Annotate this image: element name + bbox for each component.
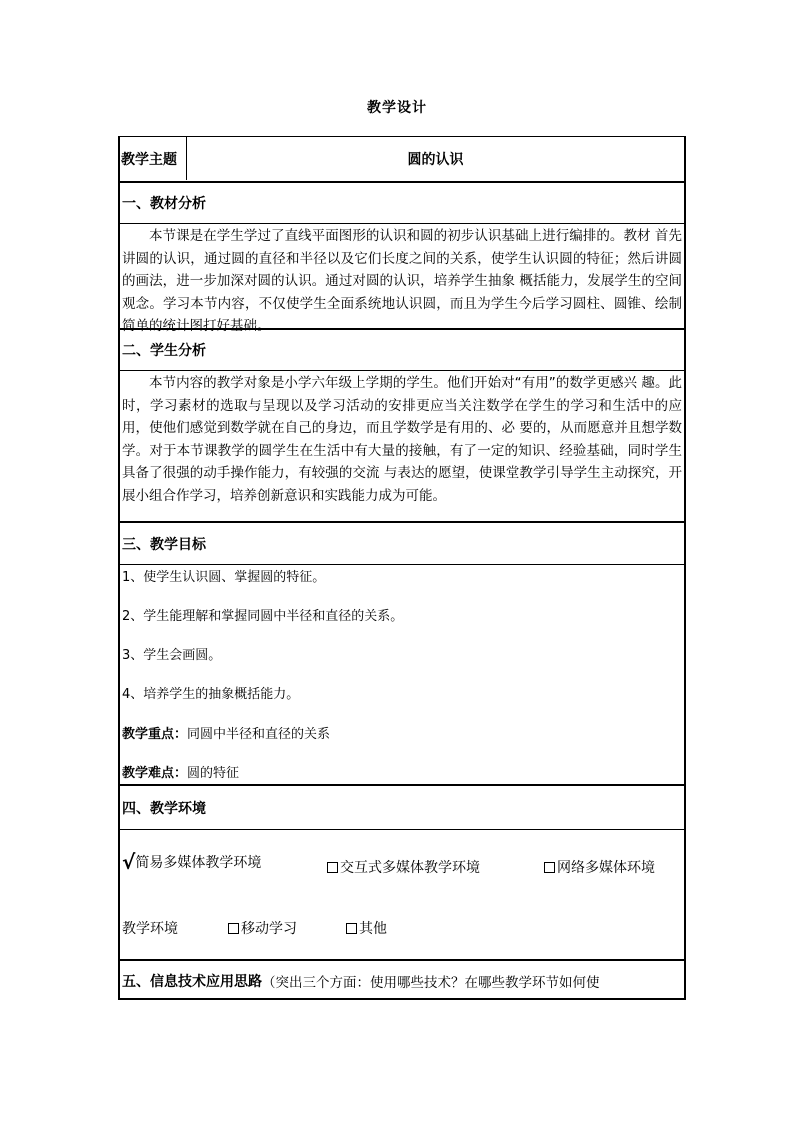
lesson-plan-table: [118, 136, 686, 1000]
goal-item: 2、学生能理解和掌握同圆中半径和直径的关系。: [122, 609, 404, 624]
section-heading: 三、教学目标: [122, 536, 206, 553]
goal-item: 4、培养学生的抽象概括能力。: [122, 687, 300, 702]
topic-value: 圆的认识: [407, 151, 464, 168]
env-option-mobile: 移动学习: [241, 921, 297, 937]
env-options-line-1: [120, 852, 261, 873]
topic-value-cell: [187, 137, 684, 180]
topic-label-cell: [120, 137, 187, 180]
checkbox-icon[interactable]: [346, 923, 357, 934]
section-teaching-goals-body: [120, 564, 684, 784]
check-mark-icon[interactable]: √: [122, 850, 136, 874]
goal-item: 1、使学生认识圆、掌握圆的特征。: [122, 570, 326, 585]
teaching-material-text: 本节课是在学生学过了直线平面图形的认识和圆的初步认识基础上进行编排的。教材 首先讲圆的认识，通过圆的直径和半径以及它们长度之间的关系，使学生认识圆的特征；然后讲圆的画法，进一步加深对圆的认识。通过对圆的认识，培养学生抽象 概括能力，发展学生的空间观念。学习本节内容，不仅使学生全面系统地认识圆，而且为学生今后学习圆柱、圆锥、绘制简单的统计图打好基础。: [122, 228, 682, 334]
env-option-interactive: 交互式多媒体教学环境: [340, 860, 480, 876]
key-point-line: [120, 725, 330, 745]
difficulty-text: 圆的特征: [187, 766, 240, 781]
section-student-analysis-body: [120, 370, 684, 521]
env-option-interactive-wrap[interactable]: [325, 858, 480, 878]
topic-label: 教学主题: [121, 151, 177, 168]
section-teaching-goals-header: [120, 521, 684, 564]
checkbox-icon[interactable]: [228, 923, 239, 934]
env-option-network-wrap[interactable]: [542, 858, 655, 878]
difficulty-line: [120, 764, 239, 784]
env-option-other: 其他: [359, 921, 387, 937]
key-point-text: 同圆中半径和直径的关系: [187, 727, 331, 742]
env-option-other-wrap[interactable]: [344, 919, 387, 939]
section-teaching-env-body: [120, 829, 684, 959]
env-option-teaching-env: 教学环境: [122, 921, 178, 937]
difficulty-label: 教学难点：: [122, 766, 188, 781]
env-option-simple: 简易多媒体教学环境: [135, 855, 262, 871]
section-heading: 五、信息技术应用思路: [122, 974, 262, 990]
section-student-analysis-header: [120, 328, 684, 370]
section-heading: 二、学生分析: [122, 343, 206, 359]
section-heading: 一、教材分析: [122, 196, 206, 212]
document-title: 教学设计: [367, 100, 427, 116]
section-teaching-env-header: [120, 784, 684, 829]
key-point-label: 教学重点：: [122, 727, 188, 742]
env-option-mobile-wrap[interactable]: [226, 919, 297, 939]
checkbox-icon[interactable]: [544, 862, 555, 873]
section-it-application-header: [120, 959, 684, 1000]
topic-row: [120, 137, 684, 181]
student-analysis-text: 本节内容的教学对象是小学六年级上学期的学生。他们开始对“有用”的数学更感兴 趣。此时，学习素材的选取与呈现以及学习活动的安排更应当关注数学在学生的学习和生活中的应用，使他们感觉到数学就在自己的身边，而且学数学是有用的、必 要的，从而愿意并且想学数学。对于本节课教学的圆学生在生活中有大量的接触，有了一定的知识、经验基础，同时学生具备了很强的动手操作能力，有较强的交流 与表达的愿望，使课堂教学引导学生主动探究，开展小组合作学习，培养创新意识和实践能力成为可能。: [122, 375, 682, 504]
section-note: （突出三个方面：使用哪些技术？在哪些教学环节如何使: [262, 975, 600, 991]
env-option-network: 网络多媒体环境: [557, 860, 655, 876]
checkbox-icon[interactable]: [327, 862, 338, 873]
table-bottom-border: [118, 998, 686, 1000]
section-heading: 四、教学环境: [122, 800, 206, 817]
section-teaching-material-header: [120, 181, 684, 223]
section-teaching-material-body: [120, 223, 684, 334]
goal-item: 3、学生会画圆。: [122, 648, 222, 663]
